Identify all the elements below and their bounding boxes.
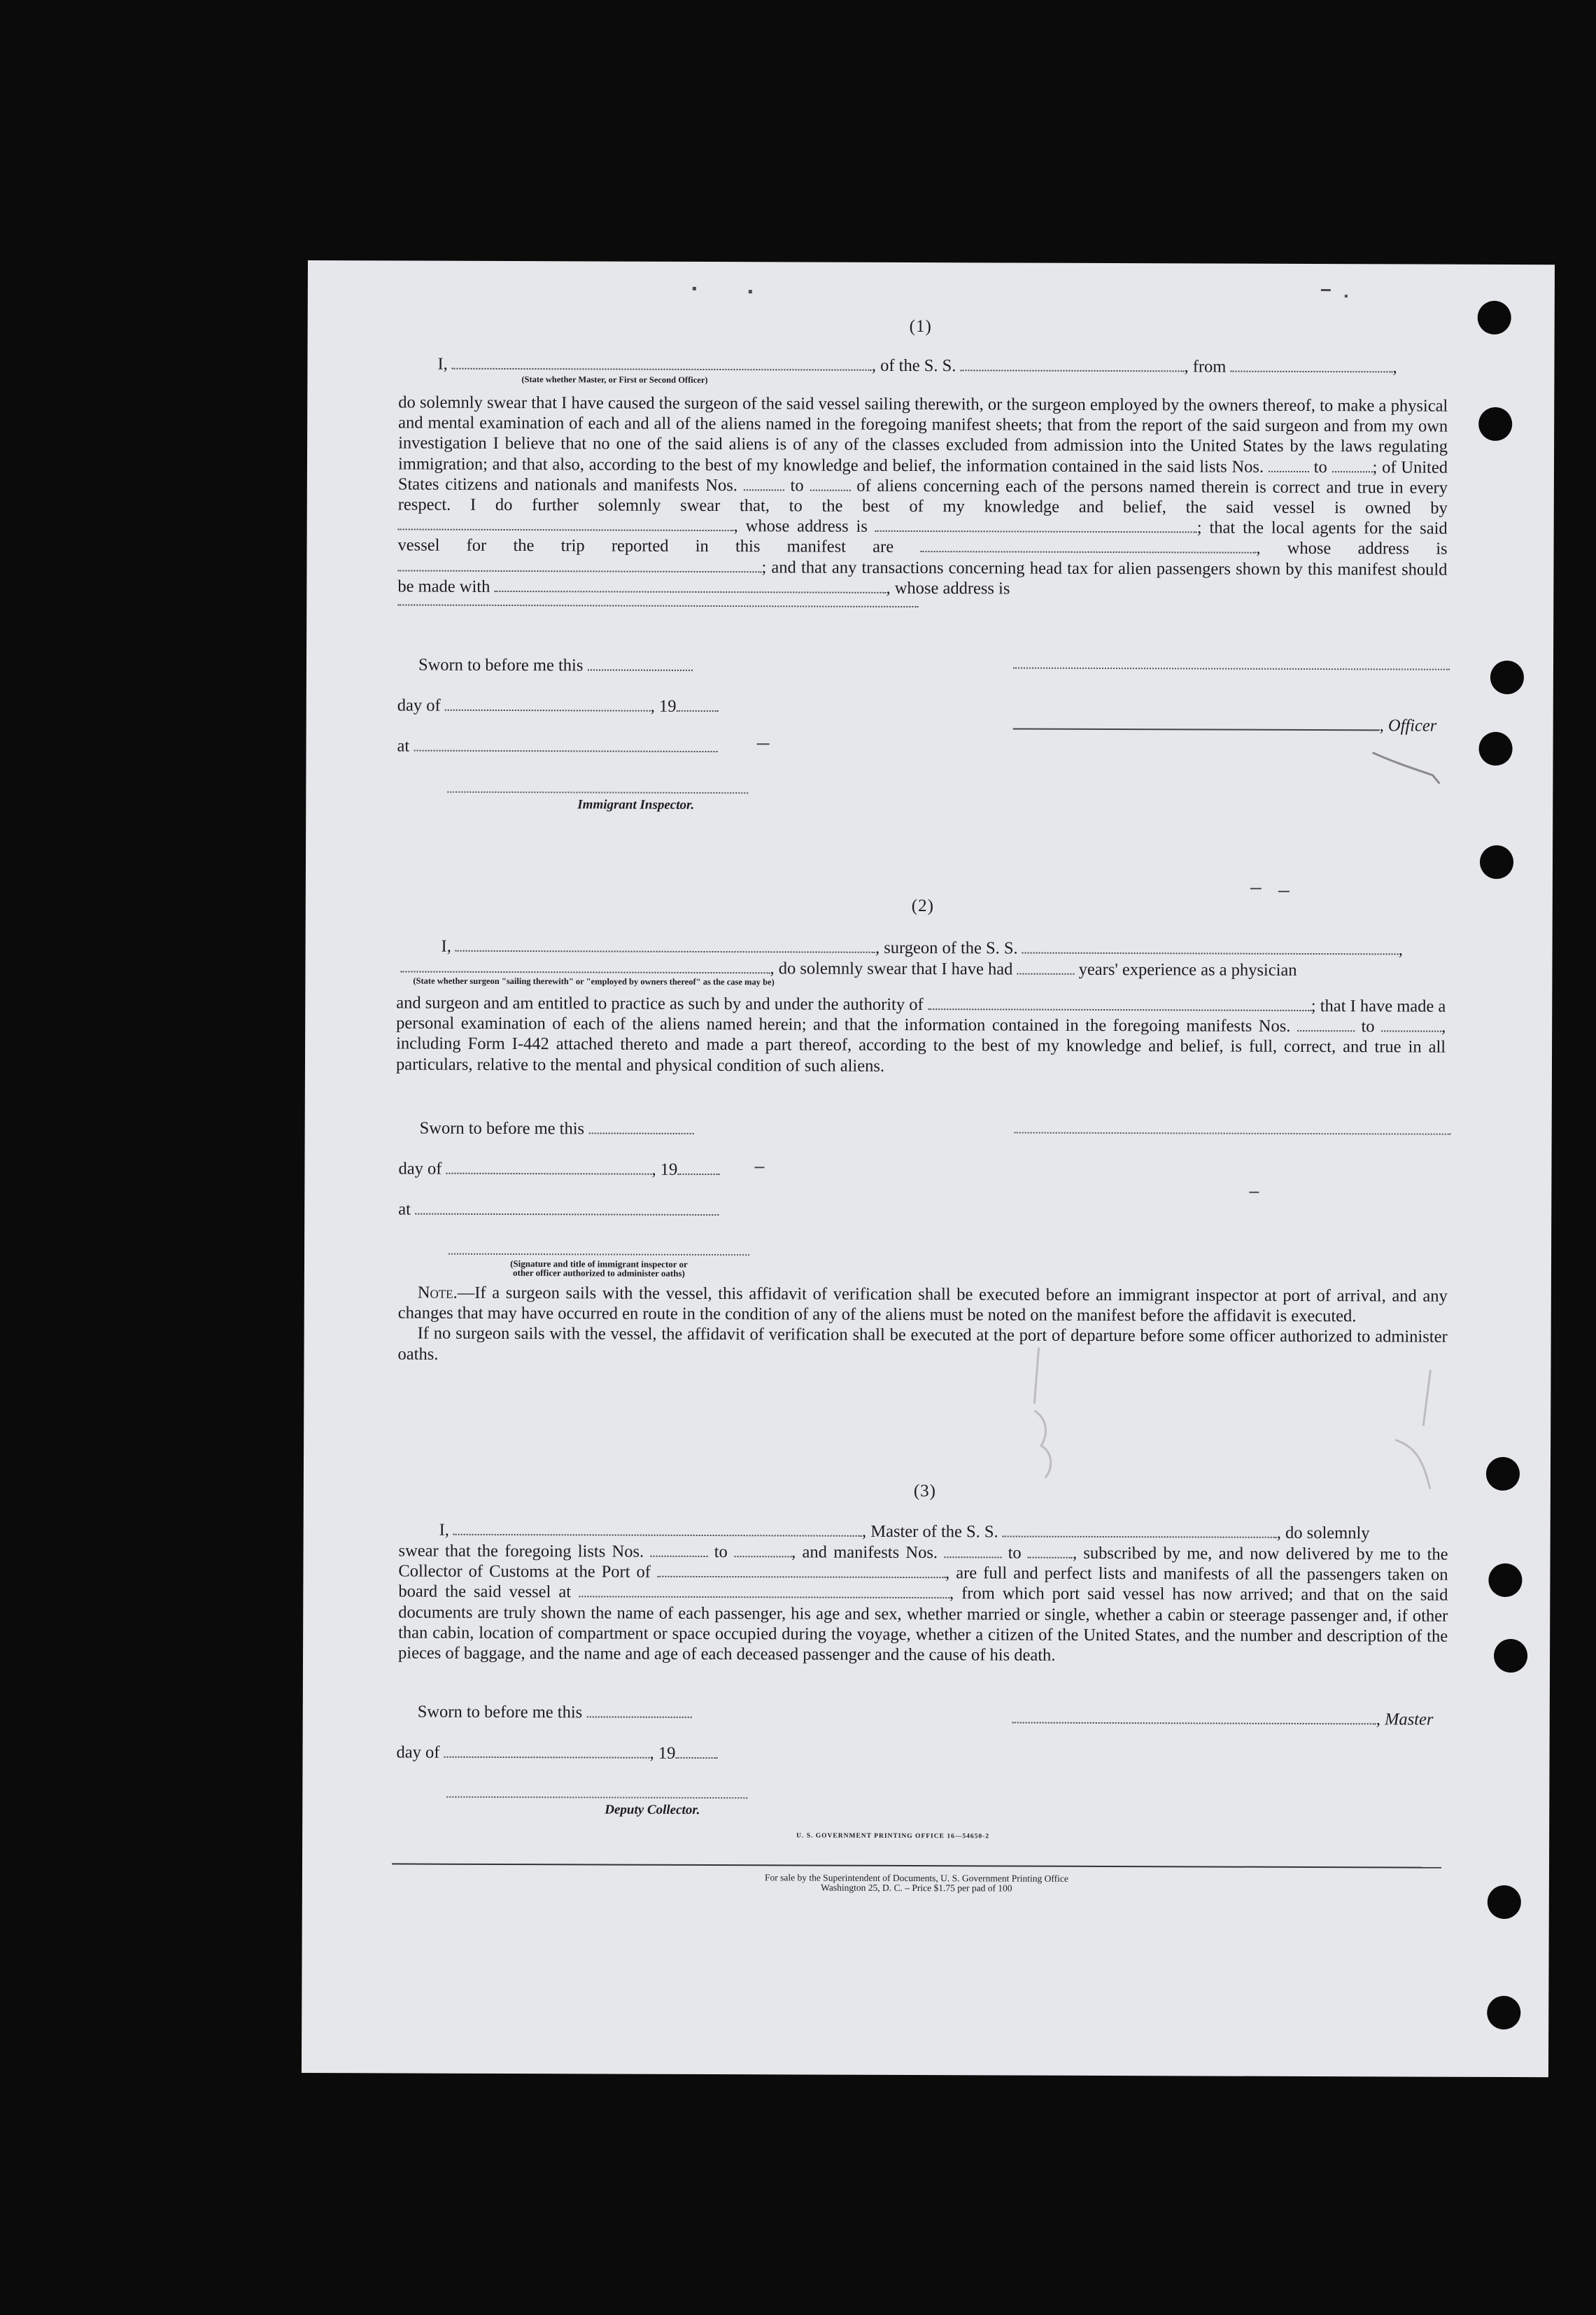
authority-text: and surgeon and am entitled to practice as such by and under the authority of [396,993,924,1015]
comma: , [1398,940,1404,959]
section3-line1 [439,1521,1370,1544]
footer-line: For sale by the Superintendent of Documents, U. S. Government Printing Office [764,1872,1068,1884]
sworn-date-field[interactable] [586,1712,691,1718]
comma: , [1256,539,1261,558]
semicolon: ; [1311,997,1316,1016]
lists-from-field[interactable] [1269,466,1309,472]
day-month-field[interactable] [446,1169,651,1175]
pencil-mark [1369,747,1446,789]
from-label: , from [1184,357,1227,377]
binder-hole-8 [1494,1639,1527,1673]
semicolon: ; [1196,518,1202,537]
year-label: , 19 [649,1743,676,1763]
section-number: (3) [913,1482,937,1501]
manifests-to-field[interactable] [1028,1553,1073,1558]
vessel-name-field[interactable] [960,365,1184,372]
year-label: , 19 [651,1160,678,1179]
years-field[interactable] [1017,969,1075,975]
speck [1321,289,1331,291]
rank-field[interactable] [452,364,872,371]
head-tax-text: ; and that any transactions concerning head tax for alien passengers shown by this manifest should be made with [397,557,1448,596]
at-label: at [397,736,410,756]
to-label: to [714,1542,728,1562]
place-field[interactable] [415,1209,719,1216]
manifests-from-field[interactable] [944,1552,1001,1558]
at-row [397,736,718,757]
sworn-label: Sworn to before me this [419,1118,585,1139]
officer-label: , Officer [1379,716,1437,736]
day-of-label: day of [398,1159,442,1178]
owner-field[interactable] [398,525,734,532]
signature-caption-line: other officer authorized to administer oaths) [512,1267,685,1279]
rank-caption: (State whether Master, or First or Second Officer) [521,374,708,385]
section3-i: I, [439,1520,450,1540]
speck [757,743,770,745]
note-block [397,1282,1447,1367]
speck [1250,888,1262,889]
vessel-name-field[interactable] [1003,1531,1277,1538]
master-signature-row [1012,1709,1434,1730]
speck [1345,295,1348,297]
note-paragraph-1 [398,1282,1448,1327]
sworn-date-field[interactable] [588,1128,693,1134]
to-label: to [1361,1017,1375,1036]
inspector-caption: Immigrant Inspector. [577,797,695,812]
signature-line[interactable] [1015,1132,1451,1135]
vessel-name-field[interactable] [1022,948,1399,955]
inspector-signature-line[interactable] [447,791,748,794]
passenger-details-text: port said vessel has now arrived; and that on the said documents are truly shown the name of each passenger, his age and sex, whether married or single, whether a cabin or steerage passenger and, if other than cabin, location of compartment or space occupied during the voyage, whether a citizen of the United States, and the number and description of the pieces of baggage, and the name and age of each deceased passenger and the cause of his death. [398,1584,1448,1665]
comma: , [1392,358,1397,377]
signature-caption-line: (Signature and title of immigrant inspector or [510,1258,688,1269]
whose-address-label: , whose address is [886,578,1010,598]
binder-hole-4 [1478,732,1512,766]
pencil-mark [1381,1356,1445,1496]
manifests-label: , and manifests Nos. [791,1542,938,1563]
port-field[interactable] [657,1572,945,1578]
binder-hole-9 [1488,1885,1521,1919]
master-label: , Master [1376,1710,1434,1729]
sworn-row [420,1119,694,1139]
section2-body [396,992,1446,1078]
swear-lists-text: swear that the foregoing lists Nos. [398,1541,644,1561]
section-number: (2) [911,896,934,916]
surgeon-status-caption: (State whether surgeon "sailing therewith" or "employed by owners thereof" as the case may be) [413,976,775,987]
agents-address-field[interactable] [397,565,761,572]
signature-caption [449,1259,749,1279]
binder-hole-2 [1478,407,1512,441]
officer-row [1013,715,1437,736]
agents-field[interactable] [920,547,1256,554]
head-tax-address-field[interactable] [397,600,918,607]
master-of-label: , Master of the S. S. [862,1521,998,1542]
day-of-label: day of [397,696,441,715]
oath-text: do solemnly swear that I have caused the surgeon of the said vessel sailing therewith, or the surgeon employed by the owners thereof, to make a physical and mental examination of each and all of the aliens named in the foregoing manifest sheets; that from the report of the said surgeon and from my own investigation I believe that no one of the said aliens is of any of the classes excluded from admission into the United States by the laws regulating immigration; and that also, according to the best of my knowledge and belief, the information contained in the said lists Nos. [397,393,1448,477]
to-label: to [1008,1543,1022,1563]
year-field[interactable] [675,1753,717,1759]
binder-hole-6 [1486,1457,1520,1491]
from-which-text: , from which [949,1584,1045,1604]
manifests-to-field[interactable] [810,485,850,491]
oath-paragraph: do solemnly swear that I have caused the surgeon of the said vessel sailing therewith, or the surgeon employed by the owners thereof, to make a physical and mental examination of each and all of the aliens named in the foregoing manifest sheets; that from the report of the said surgeon and from my own investigation I believe that no one of the said aliens is of any of the classes excluded from admission into the United States by the laws regulating immigration; and that also, according to the best of my knowledge and belief, the information contained in the said lists Nos. to ; of United States citizens and nationals and manifests Nos. to of aliens concerning each of the persons named therein is correct and true in every respect. I do further solemnly swear that, to the best of my knowledge and belief, the said vessel is owned by , whose address is ; that the local agents for the said vessel for the trip reported in this manifest are , whose address is ; and that any transactions concerning head tax for alien passengers shown by this manifest should be made with , whose address is [397,393,1448,598]
speck [749,290,752,293]
lists-to-field[interactable] [734,1551,791,1557]
section2-line1 [442,937,1403,960]
sworn-row [418,656,693,676]
lists-from-field[interactable] [650,1551,707,1557]
year-field[interactable] [677,1169,719,1175]
delivered-text: delivered by me to the Collector of Customs at the Port of [398,1544,1448,1582]
master-signature-field[interactable] [1012,1718,1376,1725]
speck [1249,1192,1259,1193]
footer-line: Washington 25, D. C. – Price $1.75 per pad of 100 [821,1882,1012,1894]
officer-signature-field[interactable] [1013,724,1380,731]
sworn-row [418,1703,692,1723]
manifests-to-field[interactable] [1381,1027,1441,1032]
swear-text: , do solemnly swear that I have had [770,959,1013,979]
section1-i: I, [437,354,448,374]
head-tax-agent-field[interactable] [494,586,886,593]
agents-text: that the local agents for the said vessel for the trip reported in this manifest are [397,518,1448,557]
surgeon-status-field[interactable] [400,966,770,973]
solemnly-label: , do solemnly [1276,1523,1370,1543]
section3-body [398,1540,1448,1666]
years-text: years' experience as a physician [1078,959,1297,980]
day-of-label: day of [396,1743,440,1762]
pencil-mark [1024,1341,1081,1481]
day-of-row [398,1159,719,1180]
whose-address-label: , whose address is [733,516,868,537]
examination-text: that I have made a personal examination of each of the aliens named herein; and that the information contained in the foregoing manifests Nos. [396,997,1446,1036]
day-month-field[interactable] [445,705,651,712]
day-of-row [397,1743,718,1764]
to-label: to [790,476,804,495]
form-page [302,260,1555,2077]
sworn-label: Sworn to before me this [417,1702,583,1722]
whose-address-label: whose address is [1287,539,1448,559]
day-month-field[interactable] [444,1752,650,1759]
manifests-all-text: manifests of all the passengers taken on board the said vessel at [398,1564,1448,1602]
manifests-from-field[interactable] [1297,1026,1355,1032]
lists-to-field[interactable] [1332,467,1372,472]
surgeon-name-field[interactable] [456,946,875,953]
sworn-date-field[interactable] [588,665,693,671]
section2-i: I, [441,936,451,956]
from-port-field[interactable] [1230,367,1392,373]
binder-hole-10 [1487,1996,1520,2029]
place-field[interactable] [414,746,717,753]
of-the-ss: , of the S. S. [871,356,956,376]
master-name-field[interactable] [453,1530,862,1537]
section-number: (1) [909,317,932,337]
printer-line: U. S. GOVERNMENT PRINTING OFFICE 16—54650-2 [796,1832,990,1841]
subscribed-text: , subscribed by me, and now [1072,1543,1280,1563]
year-label: , 19 [650,696,677,716]
note-label: Note. [417,1283,458,1302]
binder-hole-3 [1490,661,1524,694]
binder-hole-5 [1480,845,1513,879]
authority-field[interactable] [928,1004,1311,1011]
section1-body [397,392,1448,612]
speck [1278,891,1290,892]
master-oath-paragraph [398,1540,1448,1666]
speck [693,287,696,290]
owner-text: of aliens concerning each of the persons named therein is correct and true in every respect. I do further solemnly swear that, to the best of my knowledge and belief, the said vessel is owned by [397,476,1448,518]
signature-line[interactable] [1013,668,1450,670]
collector-caption: Deputy Collector. [605,1802,700,1817]
form-reference-text: , including Form I-442 attached thereto and made a part thereof, according to the best of my knowledge and belief, is full, correct, and true in all particulars, relative to the mental and physical condition of such aliens. [395,1017,1446,1076]
collector-signature-line[interactable] [446,1796,747,1799]
binder-hole-7 [1488,1563,1522,1597]
full-perfect-text: , are full and perfect lists and [945,1563,1157,1584]
manifests-from-field[interactable] [744,485,784,491]
citizens-text: of United States citizens and nationals and manifests Nos. [397,457,1448,495]
surgeon-oath-paragraph [396,992,1446,1078]
footer [392,1871,1441,1894]
footer-rule [392,1863,1441,1868]
surgeon-of-label: , surgeon of the S. S. [875,938,1018,958]
speck [754,1167,764,1168]
inspector-signature-line[interactable] [449,1253,749,1256]
note-text: —If a surgeon sails with the vessel, this affidavit of verification shall be executed before an immigrant inspector at port of arrival, and any changes that may have occurred en route in the condition of any of the aliens must be noted on the manifest before the affidavit is executed. [397,1283,1448,1326]
note-paragraph-2: If no surgeon sails with the vessel, the affidavit of verification shall be executed at the port of departure before some officer authorized to administer oaths. [397,1323,1448,1364]
at-label: at [398,1199,411,1219]
owner-address-field[interactable] [875,526,1197,533]
to-label: to [1313,457,1327,477]
at-row [398,1199,719,1220]
year-field[interactable] [677,706,719,712]
sworn-label: Sworn to before me this [418,655,584,675]
day-of-row [397,696,719,717]
embarkation-port-field[interactable] [579,1592,949,1599]
binder-hole-1 [1478,301,1511,335]
